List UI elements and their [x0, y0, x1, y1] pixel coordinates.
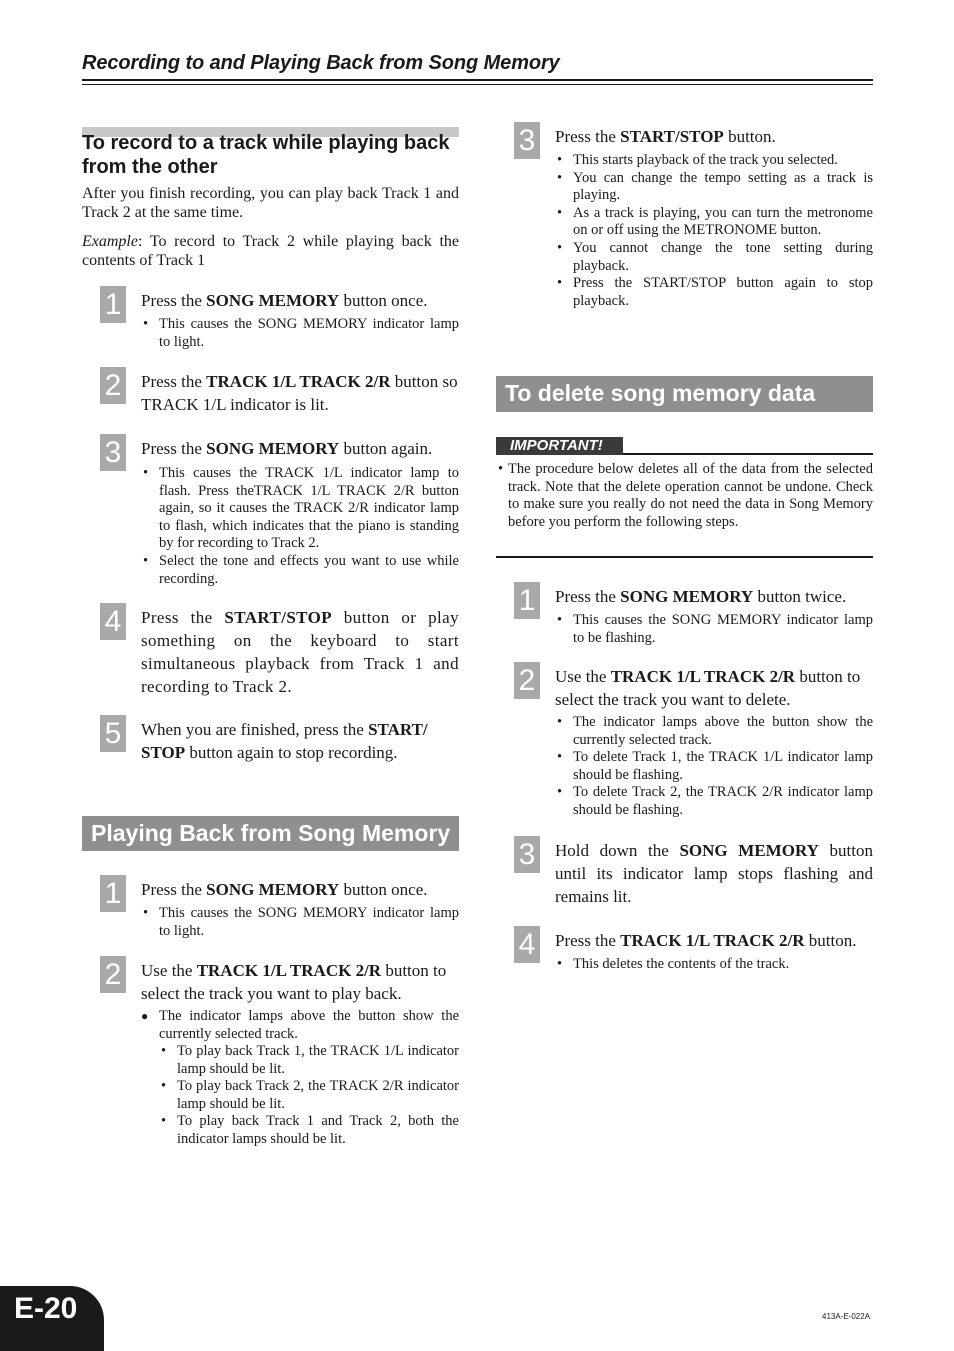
- step-sub-bullets: [159, 1043, 459, 1149]
- step-bullets: [141, 465, 459, 588]
- list-item: • Select the tone and effects you want to use while recording.: [141, 553, 459, 588]
- list-item: • To delete Track 2, the TRACK 2/R indicator lamp should be flashing.: [555, 784, 873, 819]
- list-item: • The procedure below deletes all of the data from the selected track. Note that the delete operation cannot be undone. Check to make sure you really do not need the data in Song Memory before you perform the following steps.: [496, 461, 873, 531]
- step-bullets: [141, 905, 459, 940]
- list-item: • This deletes the contents of the track.: [555, 956, 873, 974]
- list-item: • You cannot change the tone setting during playback.: [555, 240, 873, 275]
- delete-section-title: To delete song memory data: [496, 376, 873, 412]
- running-header: Recording to and Playing Back from Song Memory: [82, 52, 560, 74]
- step-text: Press the SONG MEMORY button once.: [141, 880, 428, 899]
- step-number: 2: [100, 367, 126, 404]
- step-number: 5: [100, 715, 126, 752]
- list-item: • This causes the SONG MEMORY indicator lamp to be flashing.: [555, 612, 873, 647]
- list-item: • This causes the SONG MEMORY indicator lamp to light.: [141, 905, 459, 940]
- record-section-title: To record to a track while playing back from the other: [82, 132, 450, 178]
- list-item: • To play back Track 2, the TRACK 2/R indicator lamp should be lit.: [159, 1078, 459, 1113]
- step-number: 4: [100, 603, 126, 640]
- list-item: • To delete Track 1, the TRACK 1/L indicator lamp should be flashing.: [555, 749, 873, 784]
- step-bullets: [141, 1008, 459, 1043]
- step-text: Press the SONG MEMORY button twice.: [555, 587, 847, 606]
- list-item: • This starts playback of the track you selected.: [555, 152, 873, 170]
- step-text: Press the START/STOP button or play something on the keyboard to start simultaneous playback from Track 1 and recording to Track 2.: [141, 608, 459, 696]
- step-number: 3: [514, 836, 540, 873]
- step-text: Hold down the SONG MEMORY button until its indicator lamp stops flashing and remains lit.: [555, 841, 873, 906]
- step-number: 2: [100, 956, 126, 993]
- header-rule: [82, 79, 873, 81]
- list-item: • Press the START/STOP button again to stop playback.: [555, 275, 873, 310]
- list-item: • The indicator lamps above the button show the currently selected track.: [555, 714, 873, 749]
- step-bullets: [141, 316, 459, 351]
- step-text: Use the TRACK 1/L TRACK 2/R button to select the track you want to play back.: [141, 961, 447, 1003]
- important-note: [496, 461, 873, 531]
- list-item: • As a track is playing, you can turn the metronome on or off using the METRONOME button.: [555, 205, 873, 240]
- step-number: 3: [100, 434, 126, 471]
- step-number: 1: [514, 582, 540, 619]
- step-text: Press the SONG MEMORY button once.: [141, 291, 428, 310]
- step-number: 3: [514, 122, 540, 159]
- important-rule: [623, 453, 873, 455]
- step-number: 1: [100, 875, 126, 912]
- list-item: • To play back Track 1 and Track 2, both the indicator lamps should be lit.: [159, 1113, 459, 1148]
- step-bullets: [555, 714, 873, 820]
- list-item: • This causes the SONG MEMORY indicator lamp to light.: [141, 316, 459, 351]
- step-number: 2: [514, 662, 540, 699]
- page-number: E-20: [14, 1292, 78, 1325]
- step-text: Press the SONG MEMORY button again.: [141, 439, 433, 458]
- step-text: Press the START/STOP button.: [555, 127, 776, 146]
- step-bullets: [555, 956, 873, 974]
- step-bullets: [555, 612, 873, 647]
- header-rule-thin: [82, 84, 873, 85]
- record-intro: After you finish recording, you can play back Track 1 and Track 2 at the same time.: [82, 185, 459, 221]
- example-text: : To record to Track 2 while playing back the contents of Track 1: [82, 233, 459, 269]
- step-bullets: [555, 152, 873, 310]
- step-number: 1: [100, 286, 126, 323]
- important-rule-bottom: [496, 556, 873, 558]
- example-label: Example: [82, 233, 138, 250]
- list-item: • This causes the TRACK 1/L indicator lamp to flash. Press theTRACK 1/L TRACK 2/R button again, so it causes the TRACK 2/R indicator lamp to flash, which indicates that the piano is standing by for recording to Track 2.: [141, 465, 459, 553]
- doc-code: 413A-E-022A: [822, 1312, 871, 1321]
- playback-section-title: Playing Back from Song Memory: [82, 816, 459, 851]
- step-text: When you are finished, press the START/ STOP button again to stop recording.: [141, 720, 428, 762]
- record-example: [82, 232, 459, 270]
- step-number: 4: [514, 926, 540, 963]
- step-text: Use the TRACK 1/L TRACK 2/R button to select the track you want to delete.: [555, 667, 861, 709]
- list-item: • You can change the tempo setting as a track is playing.: [555, 170, 873, 205]
- step-text: Press the TRACK 1/L TRACK 2/R button.: [555, 931, 857, 950]
- step-text: Press the TRACK 1/L TRACK 2/R button so TRACK 1/L indicator is lit.: [141, 372, 458, 414]
- important-label: IMPORTANT!: [496, 437, 623, 455]
- list-item: • To play back Track 1, the TRACK 1/L indicator lamp should be lit.: [159, 1043, 459, 1078]
- list-item: ● The indicator lamps above the button show the currently selected track.: [141, 1008, 459, 1043]
